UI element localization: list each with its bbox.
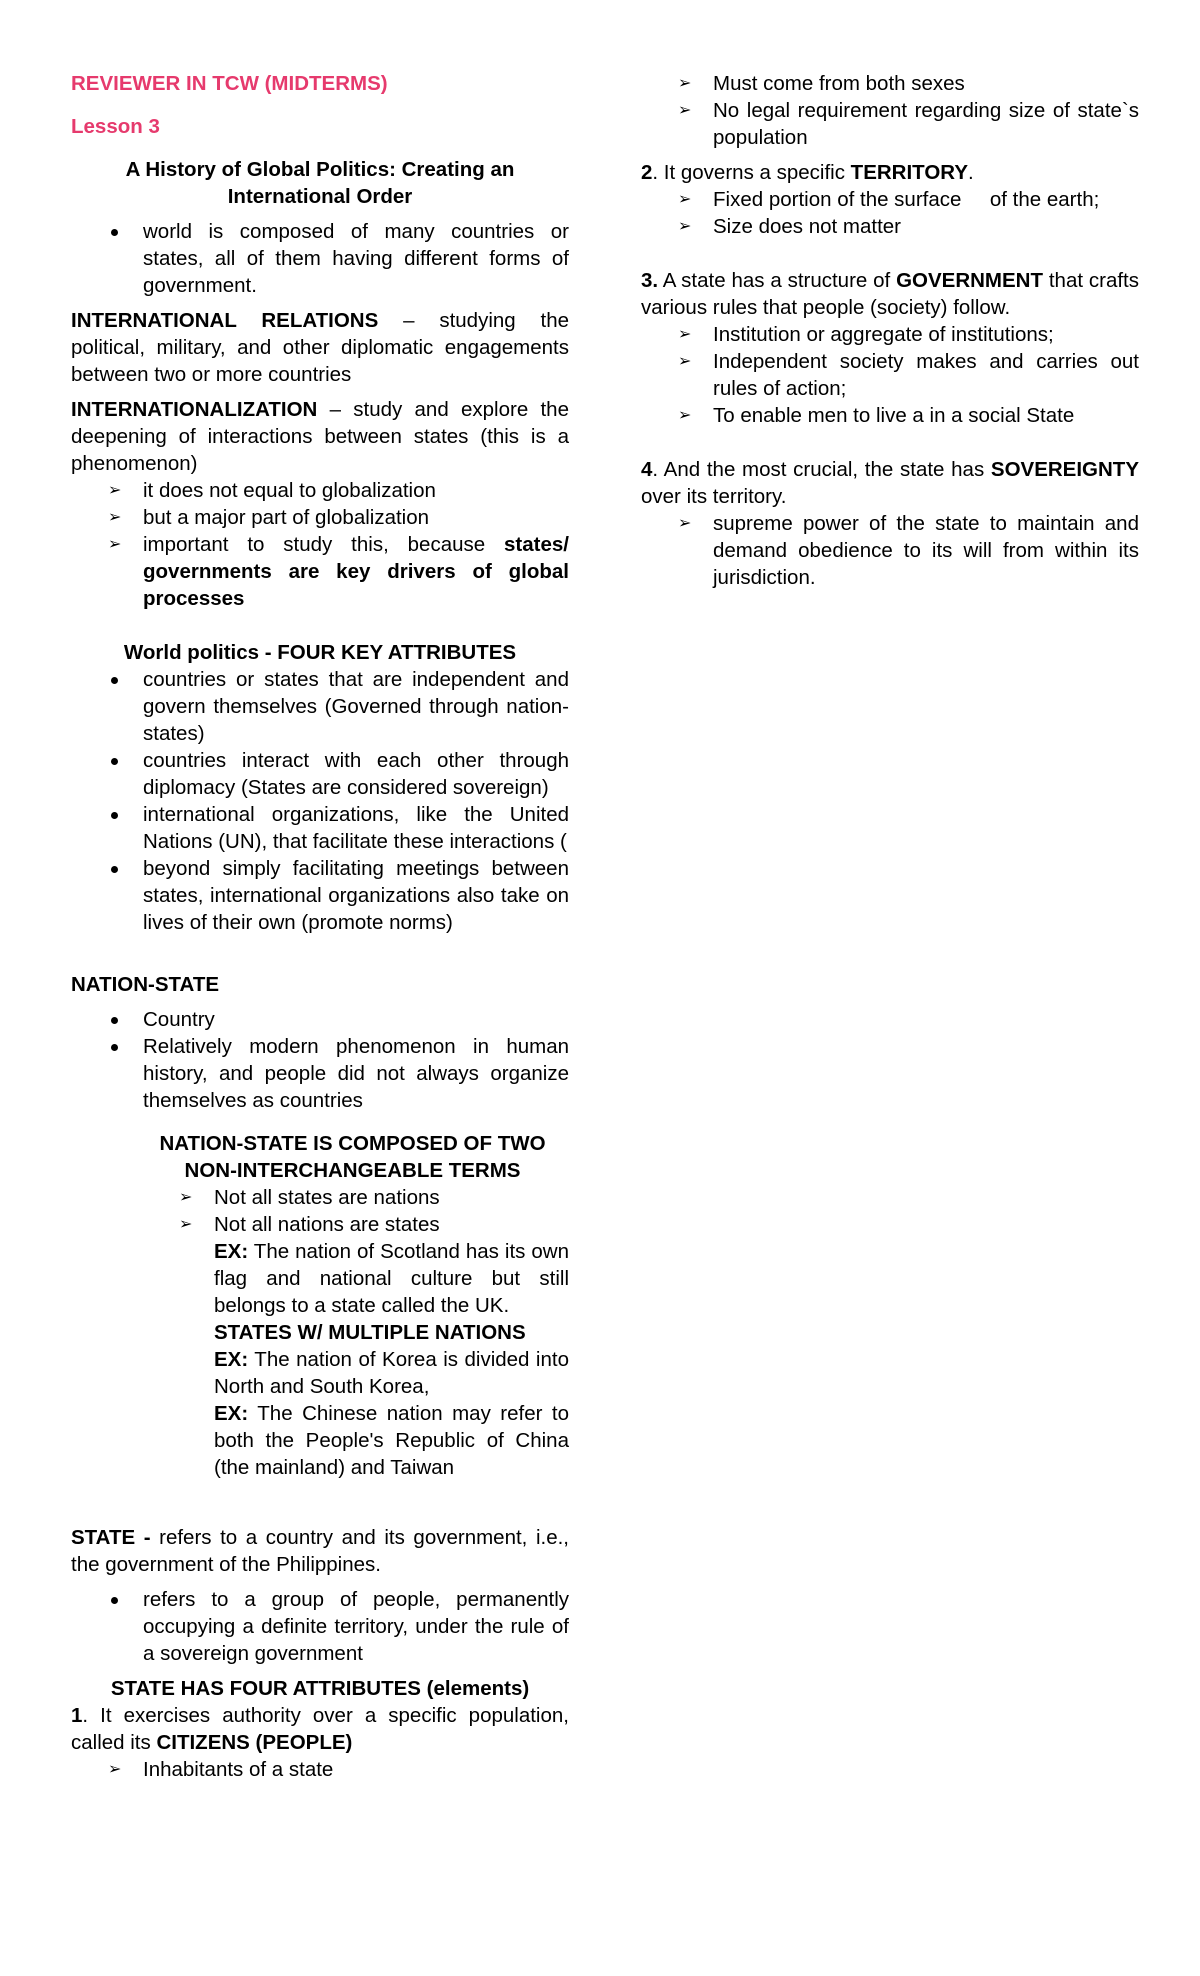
arrow-icon: ➢ xyxy=(678,102,692,119)
arrow-icon: ➢ xyxy=(678,407,692,424)
intl-term: INTERNATIONALIZATION xyxy=(71,398,318,421)
arrow-icon: ➢ xyxy=(678,218,692,235)
arrow-icon: ➢ xyxy=(108,1761,122,1778)
list-item: ➢ Fixed portion of the surface of the earth; xyxy=(678,188,1100,211)
multi-nations-heading: STATES W/ MULTIPLE NATIONS xyxy=(214,1321,526,1344)
list-item: refers to a group of people, permanently occupying a definite territory, under the rule of a sovereign government xyxy=(71,1586,569,1667)
list-item: beyond simply facilitating meetings between states, international organizations also take on lives of their own (promote norms) xyxy=(71,855,569,936)
attribute-1-points xyxy=(71,1756,569,1783)
list-item: ➢ supreme power of the state to maintain and demand obedience to its will from within its jurisdiction. xyxy=(678,512,1139,589)
list-item: international organizations, like the United Nations (UN), that facilitate these interactions ( xyxy=(71,801,569,855)
composed-heading: NATION-STATE IS COMPOSED OF TWO NON-INTERCHANGEABLE TERMS xyxy=(159,1132,546,1182)
list-item: Country xyxy=(71,1006,569,1033)
list-item: ➢ important to study this, because states/ governments are key drivers of global processes xyxy=(108,533,569,610)
list-item: ➢ it does not equal to globalization xyxy=(108,479,436,502)
arrow-icon: ➢ xyxy=(678,191,692,208)
example-scotland: EX: The nation of Scotland has its own flag and national culture but still belongs to a state called the UK. xyxy=(214,1240,569,1317)
attribute-3-points xyxy=(641,321,1139,429)
attribute-4: 4. And the most crucial, the state has SOVEREIGNTY over its territory. xyxy=(641,458,1139,508)
composed-list xyxy=(71,1184,569,1238)
example-korea: EX: The nation of Korea is divided into North and South Korea, xyxy=(214,1348,569,1398)
intl-definition: INTERNATIONALIZATION – study and explore the deepening of interactions between states (this is a phenomenon) xyxy=(71,398,569,475)
document-title: REVIEWER IN TCW (MIDTERMS) xyxy=(71,72,388,95)
list-item: Relatively modern phenomenon in human history, and people did not always organize themselves as countries xyxy=(71,1033,569,1114)
nation-state-heading: NATION-STATE xyxy=(71,973,220,996)
right-column xyxy=(641,70,1139,591)
section-heading: A History of Global Politics: Creating an International Order xyxy=(125,158,515,208)
example-china: EX: The Chinese nation may refer to both the People's Republic of China (the mainland) and Taiwan xyxy=(214,1402,569,1479)
attribute-1: 1. It exercises authority over a specific population, called its CITIZENS (PEOPLE) xyxy=(71,1704,569,1754)
arrow-icon: ➢ xyxy=(108,482,122,499)
list-item: ➢ but a major part of globalization xyxy=(108,506,430,529)
arrow-icon: ➢ xyxy=(678,515,692,532)
attribute-2: 2. It governs a specific TERRITORY. xyxy=(641,161,974,184)
intl-points xyxy=(71,477,569,612)
list-item: ➢ Institution or aggregate of institutions; xyxy=(678,323,1054,346)
list-item: ➢ Must come from both sexes xyxy=(678,72,965,95)
arrow-icon: ➢ xyxy=(678,75,692,92)
list-item: ➢ Inhabitants of a state xyxy=(108,1758,334,1781)
state-list xyxy=(71,1586,569,1667)
arrow-icon: ➢ xyxy=(179,1189,193,1206)
attribute-2-points xyxy=(641,186,1139,240)
attribute-4-points xyxy=(641,510,1139,591)
list-item: world is composed of many countries or states, all of them having different forms of government. xyxy=(71,218,569,299)
world-politics-list xyxy=(71,666,569,936)
arrow-icon: ➢ xyxy=(678,353,692,370)
world-politics-heading: World politics - FOUR KEY ATTRIBUTES xyxy=(123,641,517,664)
list-item: ➢ Size does not matter xyxy=(678,215,902,238)
arrow-icon: ➢ xyxy=(678,326,692,343)
arrow-icon: ➢ xyxy=(108,536,122,553)
arrow-icon: ➢ xyxy=(179,1216,193,1233)
lesson-label: Lesson 3 xyxy=(71,115,160,138)
list-item: ➢ Not all nations are states xyxy=(179,1213,440,1236)
ir-definition: INTERNATIONAL RELATIONS – studying the political, military, and other diplomatic engagements between two or more countries xyxy=(71,309,569,386)
list-item: ➢ No legal requirement regarding size of state`s population xyxy=(678,99,1139,149)
list-item: countries interact with each other through diplomacy (States are considered sovereign) xyxy=(71,747,569,801)
list-item: ➢ Not all states are nations xyxy=(179,1186,440,1209)
arrow-icon: ➢ xyxy=(108,509,122,526)
attribute-3: 3. A state has a structure of GOVERNMENT that crafts various rules that people (society) follow. xyxy=(641,269,1139,319)
state-definition: STATE - refers to a country and its government, i.e., the government of the Philippines. xyxy=(71,1526,569,1576)
four-attributes-heading: STATE HAS FOUR ATTRIBUTES (elements) xyxy=(110,1677,530,1700)
attribute-1-points-continued xyxy=(641,70,1139,151)
list-item: countries or states that are independent and govern themselves (Governed through nation-states) xyxy=(71,666,569,747)
intro-list xyxy=(71,218,569,299)
list-item: ➢ To enable men to live a in a social State xyxy=(678,404,1075,427)
list-item: ➢ Independent society makes and carries out rules of action; xyxy=(678,350,1139,400)
ir-term: INTERNATIONAL RELATIONS xyxy=(71,309,379,332)
nation-state-list xyxy=(71,1006,569,1114)
left-column xyxy=(71,70,569,1783)
